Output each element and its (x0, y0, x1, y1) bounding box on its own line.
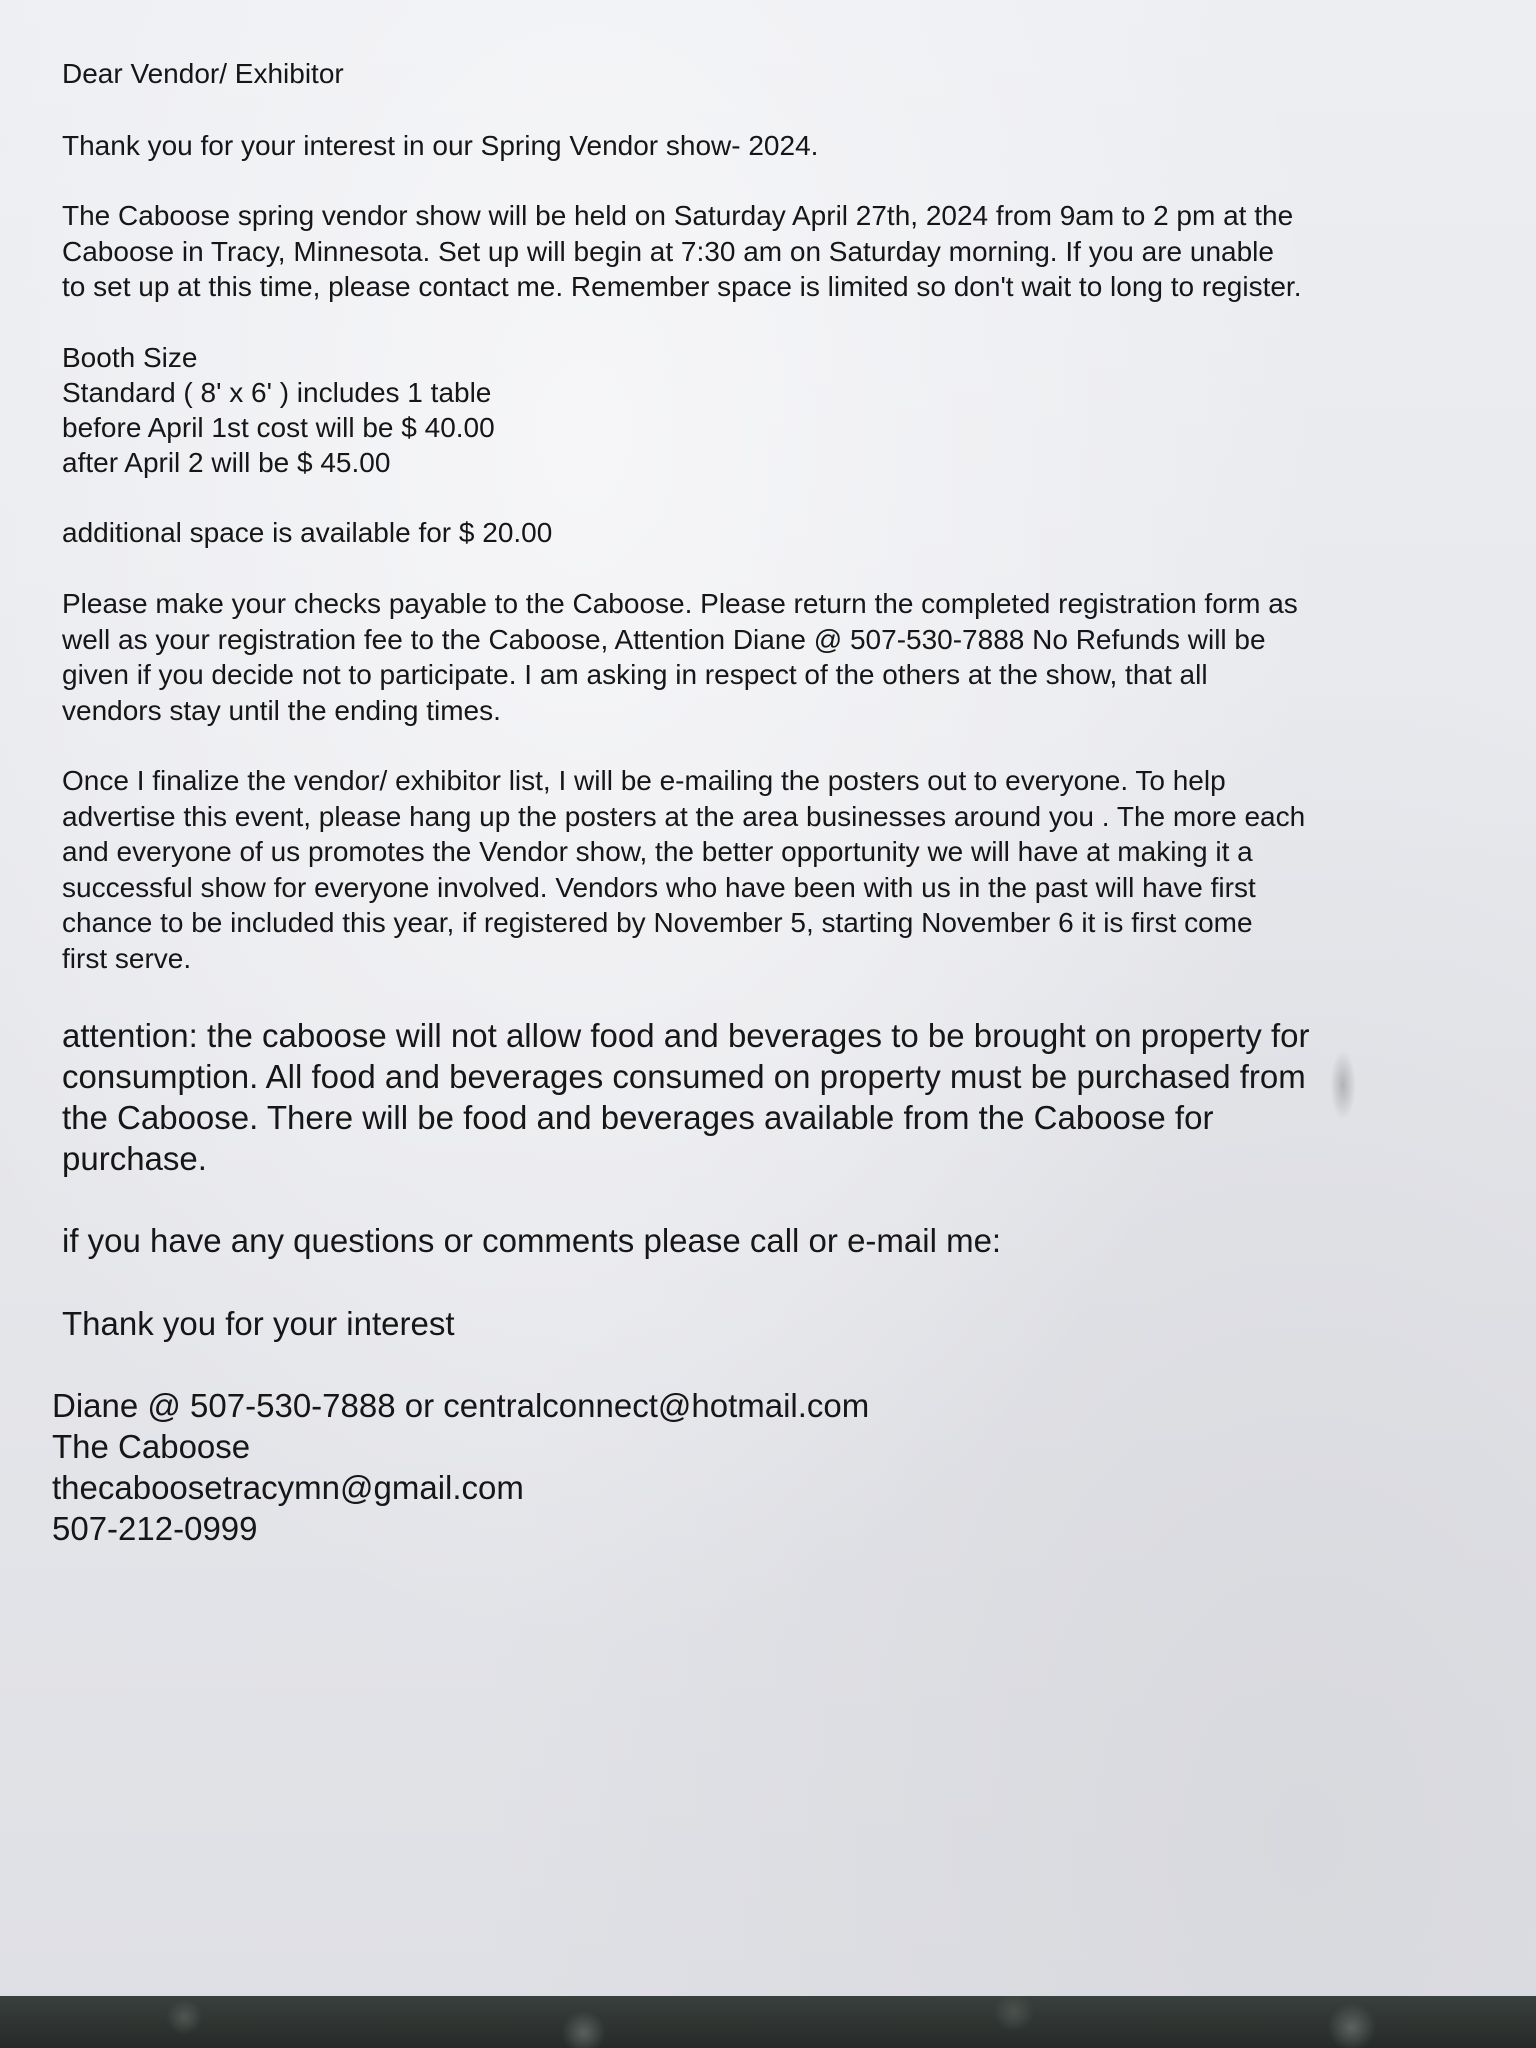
booth-standard: Standard ( 8' x 6' ) includes 1 table (62, 377, 492, 408)
contact-diane: Diane @ 507-530-7888 or centralconnect@hotmail.com (52, 1387, 870, 1424)
payment-paragraph: Please make your checks payable to the Caboose. Please return the completed registration form as well as your registration fee to the Caboose, Attention Diane @ 507-530-7888 No Refunds will be given if you decide not to participate. I am asking in respect of the others at the show, that all vendors stay until the ending times. (62, 588, 1298, 726)
booth-heading: Booth Size (62, 342, 198, 373)
booth-late-price: after April 2 will be $ 45.00 (62, 447, 391, 478)
countertop-background (0, 1996, 1536, 2048)
food-notice-paragraph: attention: the caboose will not allow food and beverages to be brought on property for consumption. All food and beverages consumed on property must be purchased from the Caboose. There will be food and beverages available from the Caboose for purchase. (62, 1017, 1310, 1177)
contact-phone: 507-212-0999 (52, 1510, 258, 1547)
closing-line: Thank you for your interest (62, 1305, 455, 1342)
booth-early-price: before April 1st cost will be $ 40.00 (62, 412, 495, 443)
intro-paragraph: Thank you for your interest in our Spring Vendor show- 2024. (62, 130, 819, 161)
booth-additional-space: additional space is available for $ 20.00 (62, 517, 553, 548)
promotion-paragraph: Once I finalize the vendor/ exhibitor list, I will be e-mailing the posters out to everyone. To help advertise this event, please hang up the posters at the area businesses around you . The more each and everyone of us promotes the Vendor show, the better opportunity we will have at making it a successful show for everyone involved. Vendors who have been with us in the past will have first chance to be included this year, if registered by November 5, starting November 6 it is first come first serve. (62, 765, 1306, 974)
questions-line: if you have any questions or comments please call or e-mail me: (62, 1222, 1002, 1259)
event-details-paragraph: The Caboose spring vendor show will be held on Saturday April 27th, 2024 from 9am to 2 pm at the Caboose in Tracy, Minnesota. Set up will begin at 7:30 am on Saturday morning. If you are unable to set up at this time, please contact me. Remember space is limited so don't wait to long to register. (62, 200, 1302, 302)
paper-smudge (1330, 1050, 1356, 1120)
contact-business-name: The Caboose (52, 1428, 251, 1465)
contact-email: thecaboosetracymn@gmail.com (52, 1469, 524, 1506)
salutation: Dear Vendor/ Exhibitor (62, 58, 344, 89)
